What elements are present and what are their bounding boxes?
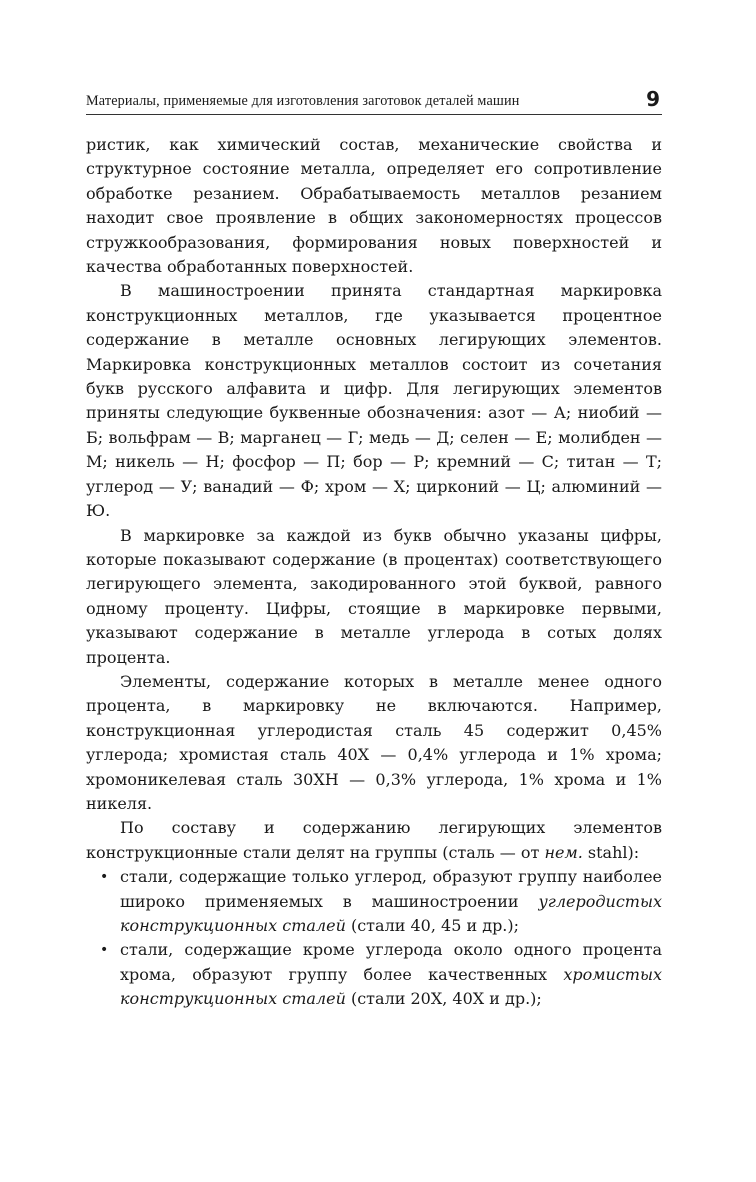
list-item-text: стали, содержащие только углерод, образуют группу наиболее широко применяемых в машиностроении: [120, 867, 662, 911]
running-header: [86, 86, 662, 115]
paragraph-groups-intro: [86, 816, 662, 865]
body-text: [86, 133, 662, 1012]
list-item-tail: (стали 20Х, 40Х и др.);: [345, 989, 542, 1009]
list-item-term: углеродистых конструкционных сталей: [120, 891, 662, 935]
paragraph-marking-digits: В маркировке за каждой из букв обычно указаны цифры, которые показывают содержание (в процентах) соответствующего легирующего элемента, закодированного этой буквой, равного одному проценту. Цифры, стоящие в маркировке первыми, указывают содержание в металле углерода в сотых долях процента.: [86, 525, 662, 667]
book-page: [86, 86, 662, 1012]
paragraph-marking-examples: Элементы, содержание которых в металле менее одного процента, в маркировку не включаются. Например, конструкционная углеродистая сталь 45 содержит 0,45% углерода; хромистая сталь 40Х — 0,4% углерода и 1% хрома; хромоникелевая сталь 30ХН — 0,3% углерода, 1% хрома и 1% никеля.: [86, 671, 662, 813]
steel-groups-list: [86, 865, 662, 1011]
paragraph-continuation: ристик, как химический состав, механические свойства и структурное состояние металла, определяет его сопротивление обработке резанием. Обрабатываемость металлов резанием находит свое проявление в общих закономерностях процессов стружкообразования, формирования новых поверхностей и качества обработанных поверхностей.: [86, 135, 662, 277]
list-item-tail: (стали 40, 45 и др.);: [345, 916, 520, 935]
bullet-icon: •: [100, 869, 109, 886]
paragraph-marking-intro: В машиностроении принята стандартная маркировка конструкционных металлов, где указывается процентное содержание в металле основных легирующих элементов. Маркировка конструкционных металлов состоит из сочетания букв русского алфавита и цифр. Для легирующих элементов приняты следующие буквенные обозначения: азот — А; ниобий — Б; вольфрам — В; марганец — Г; медь — Д; селен — Е; молибден — М; никель — Н; фосфор — П; бор — Р; кремний — С; титан — Т; углерод — У; ванадий — Ф; хром — Х; цирконий — Ц; алюминий — Ю.: [86, 281, 662, 521]
groups-intro-abbrev: нем.: [544, 842, 583, 862]
list-item: [86, 938, 662, 1011]
list-item-term: хромистых конструкционных сталей: [120, 964, 662, 1009]
list-item: [86, 865, 662, 938]
running-header-title: Материалы, применяемые для изготовления заготовок деталей машин: [86, 93, 520, 109]
bullet-icon: •: [100, 942, 109, 959]
groups-intro-text: По составу и содержанию легирующих элементов конструкционные стали делят на группы (сталь — от: [86, 818, 662, 862]
list-item-text: стали, содержащие кроме углерода около одного процента хрома, образуют группу более качественных: [120, 940, 662, 984]
page-number: 9: [646, 87, 660, 111]
groups-intro-end: stahl):: [582, 842, 640, 862]
